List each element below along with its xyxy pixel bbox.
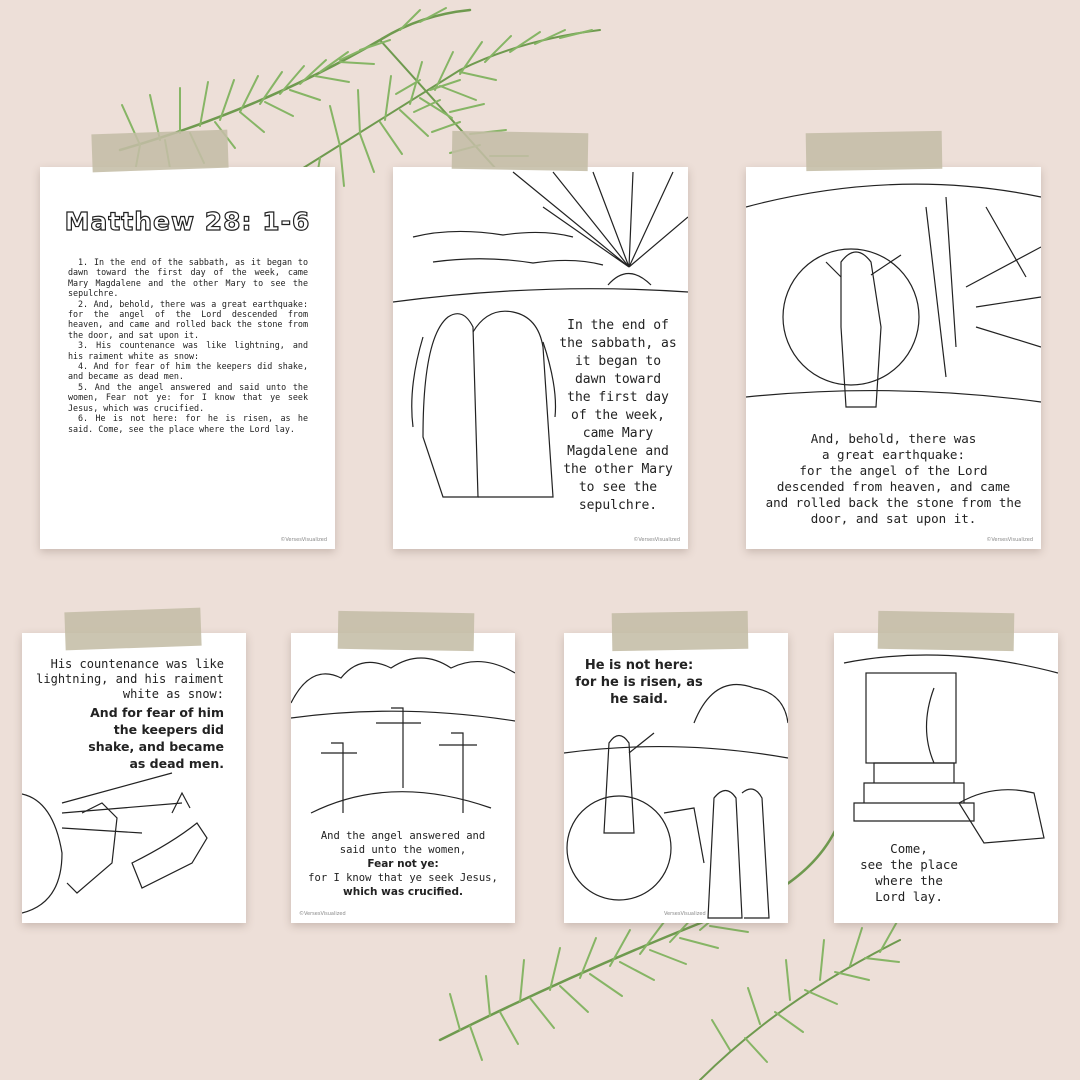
text-line: Come, (890, 841, 928, 856)
text-line: the first day (567, 390, 669, 405)
coloring-page-verses (40, 167, 335, 549)
verse-item: 4. And for fear of him the keepers did shake, and became as dead men. (68, 361, 308, 382)
text-line: to see the (578, 480, 658, 495)
coloring-page-women-walking (393, 167, 688, 549)
text-line-bold: for he is risen, as (575, 675, 703, 690)
verse-item: 2. And, behold, there was a great earthquake: for the angel of the Lord descended from heaven, and came and rolled back the stone from the door, and sat upon it. (68, 298, 308, 340)
coloring-page-keepers (22, 633, 246, 923)
washi-tape (806, 131, 943, 171)
coloring-page-angel-women (564, 633, 788, 923)
text-line: it began to (574, 354, 662, 369)
verse-list (68, 257, 308, 434)
washi-tape (338, 611, 475, 651)
page-title: Matthew 28: 1-6 (64, 207, 311, 236)
text-line-bold: he said. (610, 692, 668, 707)
scripture-text (291, 829, 515, 899)
text-line: Lord lay. (875, 889, 943, 904)
verse-item: 3. His countenance was like lightning, and his raiment white as snow: (68, 340, 308, 361)
text-line: dawn toward (574, 372, 662, 387)
verse-item: 6. He is not here: for he is risen, as he said. Come, see the place where the Lord lay. (68, 413, 308, 434)
text-line: Magdalene and (567, 444, 669, 459)
text-line-bold: Fear not ye: (367, 858, 439, 870)
text-line-bold: which was crucified. (343, 886, 463, 898)
copyright-text: ©VersesVisualized (986, 537, 1033, 543)
text-line: for the angel of the Lord (799, 463, 988, 478)
scripture-text (746, 431, 1041, 527)
text-line: And, behold, there was (810, 431, 977, 446)
text-line-bold: as dead men. (129, 756, 224, 771)
washi-tape (612, 611, 749, 651)
text-line: In the end of (567, 318, 669, 333)
verse-item: 5. And the angel answered and said unto the women, Fear not ye: for I know that ye seek Jesus, which was crucified. (68, 381, 308, 413)
scripture-text (553, 317, 683, 515)
text-line: white as snow: (122, 687, 224, 701)
scripture-text (564, 657, 714, 708)
text-line: came Mary (582, 426, 654, 441)
text-line: descended from heaven, and came (776, 479, 1011, 494)
copyright-text: ©VersesVisualized (280, 537, 327, 543)
copyright-text: ©VersesVisualized (633, 537, 680, 543)
text-line: and rolled back the stone from the (765, 495, 1022, 510)
verse-item: 1. In the end of the sabbath, as it began to dawn toward the first day of the week, came Mary Magdalene and the other Mary to see the sepulchre. (68, 257, 308, 299)
washi-tape (91, 130, 228, 173)
text-line: sepulchre. (578, 498, 658, 513)
text-line: the other Mary (563, 462, 673, 477)
text-line: door, and sat upon it. (810, 511, 977, 526)
text-line: where the (875, 873, 943, 888)
scripture-text (24, 657, 224, 772)
text-line: lightning, and his raiment (36, 672, 224, 686)
text-line-bold: the keepers did (113, 722, 224, 737)
text-line: see the place (860, 857, 958, 872)
text-line: the sabbath, as (559, 336, 677, 351)
washi-tape (64, 608, 201, 651)
text-line-bold: And for fear of him (90, 705, 224, 720)
text-line: of the week, (571, 408, 665, 423)
text-line-bold: He is not here: (584, 658, 694, 673)
washi-tape (878, 611, 1015, 651)
coloring-page-empty-tomb (834, 633, 1058, 923)
text-line: a great earthquake: (822, 447, 965, 462)
text-line-bold: shake, and became (88, 739, 224, 754)
coloring-page-crosses (291, 633, 515, 923)
text-line: for I know that ye seek Jesus, (308, 872, 498, 884)
copyright-text: VersesVisualized (664, 911, 706, 917)
text-line: And the angel answered and (320, 830, 486, 842)
coloring-page-angel-stone (746, 167, 1041, 549)
text-line: His countenance was like (50, 657, 224, 671)
washi-tape (452, 131, 589, 171)
text-line: said unto the women, (339, 844, 467, 856)
scripture-text (834, 841, 984, 905)
copyright-text: ©VersesVisualized (299, 911, 346, 917)
